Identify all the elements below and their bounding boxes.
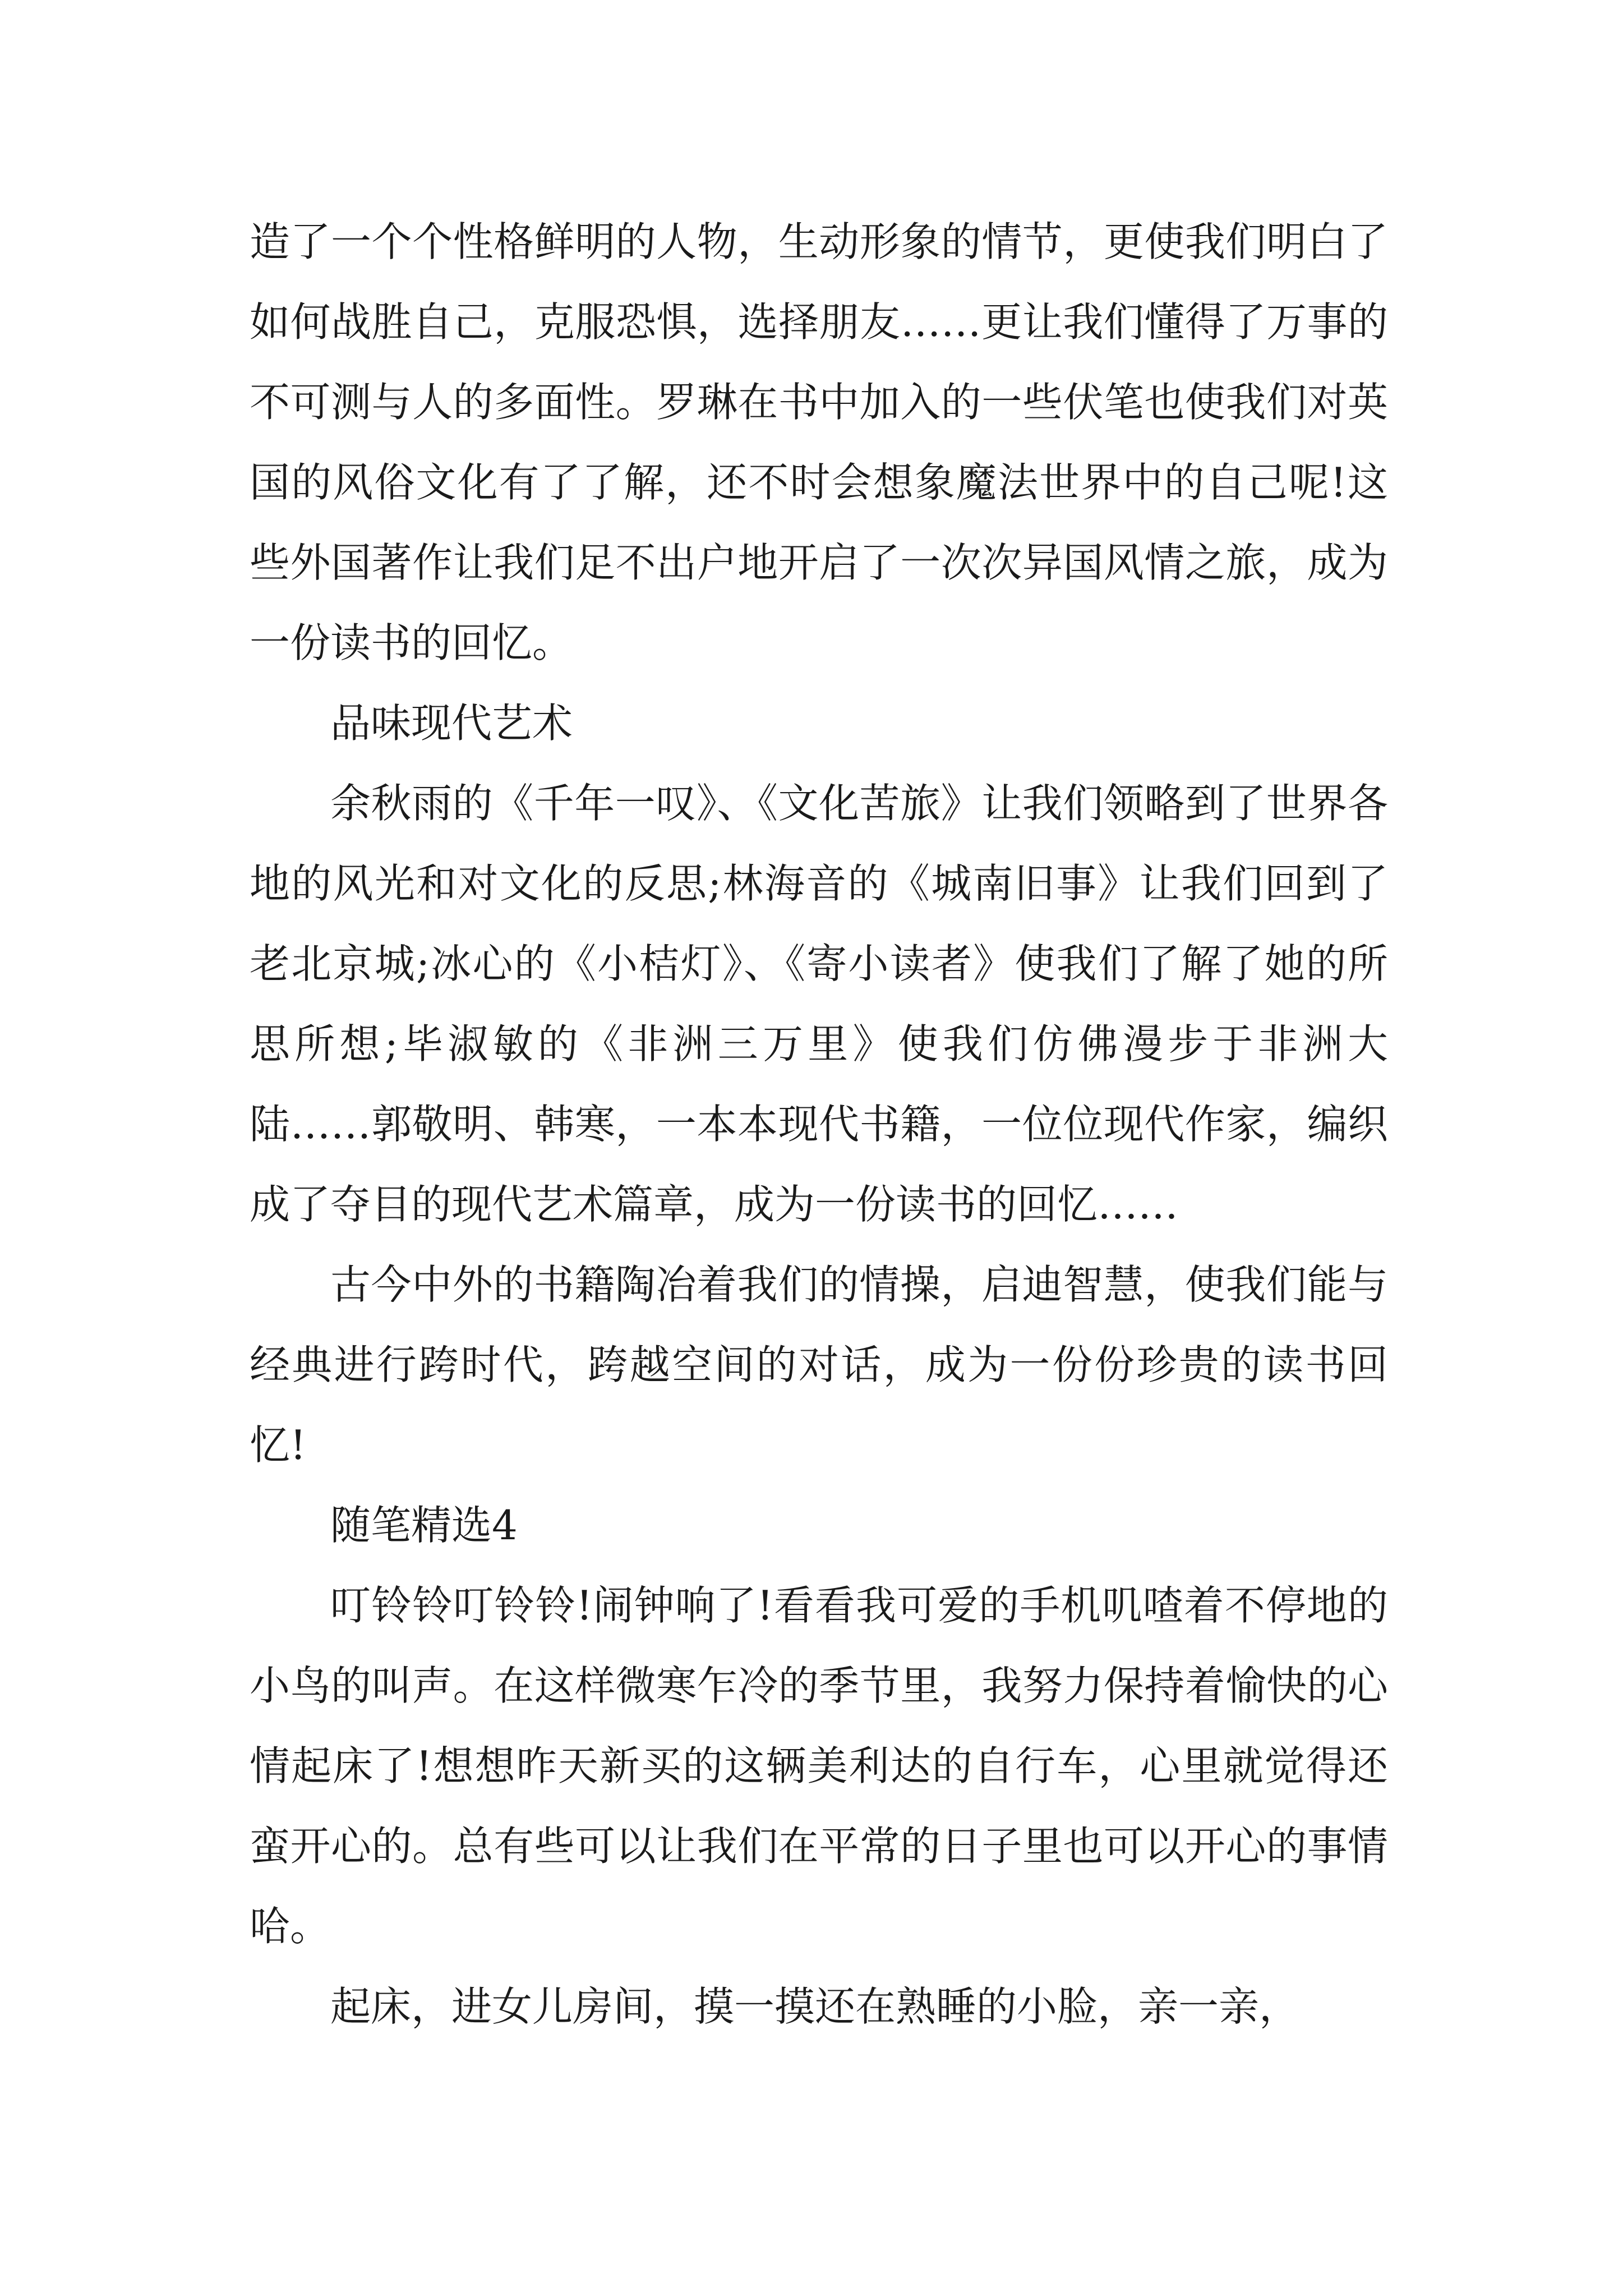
paragraph-alarm: 叮铃铃叮铃铃!闹钟响了!看看我可爱的手机叽喳着不停地的小鸟的叫声。在这样微寒乍冷的季节里，我努力保持着愉快的心情起床了!想想昨天新买的这辆美利达的自行车，心里就觉得还蛮开心的。总有些可以让我们在平常的日子里也可以开心的事情哈。 <box>250 1582 1388 1950</box>
paragraph-modern-art: 余秋雨的《千年一叹》、《文化苦旅》让我们领略到了世界各地的风光和对文化的反思;林海音的《城南旧事》让我们回到了老北京城;冰心的《小桔灯》、《寄小读者》使我们了解了她的所思所想;毕淑敏的《非洲三万里》使我们仿佛漫步于非洲大陆……郭敬明、韩寒，一本本现代书籍，一位位现代作家，编织成了夺目的现代艺术篇章，成为一份读书的回忆…… <box>250 780 1388 1228</box>
paragraph-conclusion: 古今中外的书籍陶冶着我们的情操，启迪智慧，使我们能与经典进行跨时代，跨越空间的对话，成为一份份珍贵的读书回忆! <box>250 1261 1388 1469</box>
section-heading-modern-art: 品味现代艺术 <box>330 700 573 747</box>
section-heading-essay-4: 随笔精选4 <box>330 1502 518 1549</box>
paragraph-wake-up: 起床，进女儿房间，摸一摸还在熟睡的小脸，亲一亲， <box>330 1983 1300 2030</box>
paragraph-continuation: 造了一个个性格鲜明的人物，生动形象的情节，更使我们明白了如何战胜自己，克服恐惧，选择朋友……更让我们懂得了万事的不可测与人的多面性。罗琳在书中加入的一些伏笔也使我们对英国的风俗文化有了了解，还不时会想象魔法世界中的自己呢!这些外国著作让我们足不出户地开启了一次次异国风情之旅，成为一份读书的回忆。 <box>250 218 1388 666</box>
document-body <box>250 202 1388 2047</box>
